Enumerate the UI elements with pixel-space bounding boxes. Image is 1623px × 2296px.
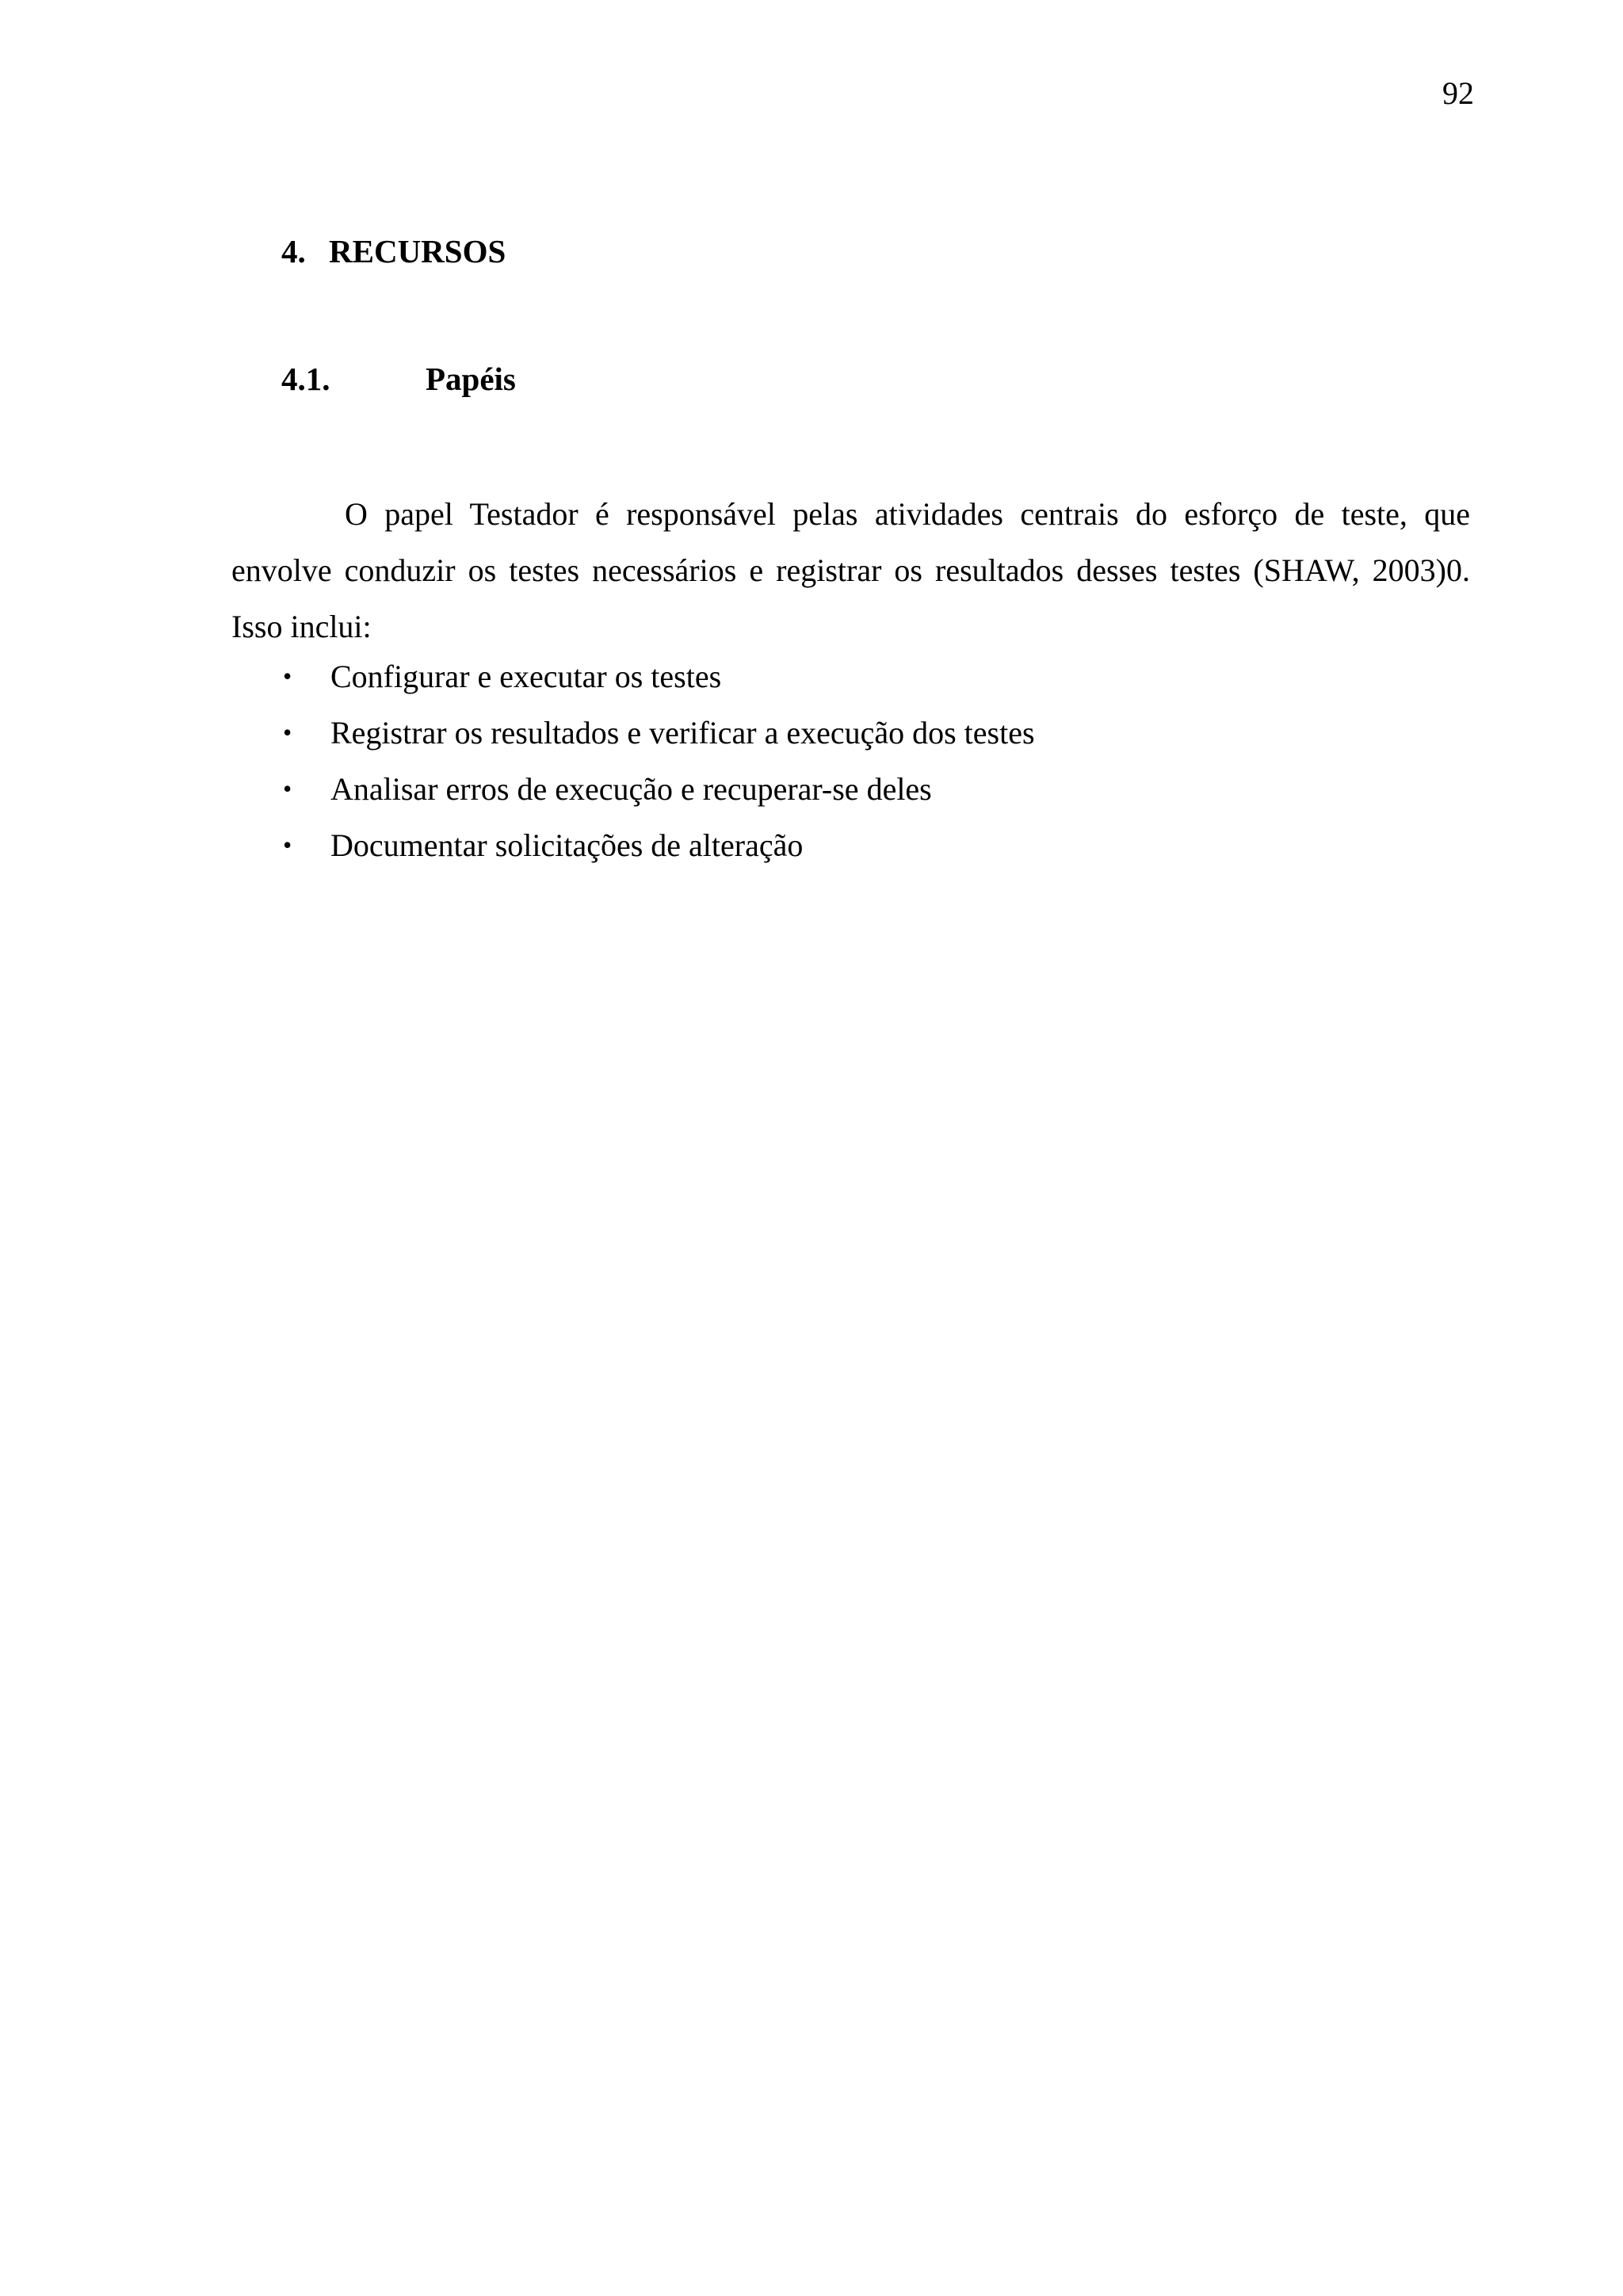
chapter-number: 4. (281, 233, 306, 269)
list-item-text: Registrar os resultados e verificar a execução dos testes (330, 715, 1035, 751)
list-item-text: Configurar e executar os testes (330, 659, 722, 694)
paragraph-text: O papel Testador é responsável pelas atividades centrais do esforço de teste, que envolve conduzir os testes necessários e registrar os resultados desses testes (SHAW, 2003)0. Isso inclui: (231, 496, 1470, 644)
section-number: 4.1. (281, 361, 330, 397)
chapter-heading (281, 235, 506, 268)
bullet-icon: • (283, 718, 292, 747)
page-number: 92 (1442, 75, 1474, 111)
section-title: Papéis (426, 361, 516, 397)
bullet-list (281, 648, 1035, 873)
chapter-title: RECURSOS (329, 233, 506, 269)
bullet-icon: • (283, 662, 292, 690)
section-heading (281, 363, 516, 395)
body-paragraph (231, 486, 1470, 655)
bullet-icon: • (283, 831, 292, 859)
list-item (281, 648, 1035, 705)
list-item (281, 817, 1035, 873)
list-item (281, 705, 1035, 761)
list-item-text: Analisar erros de execução e recuperar-se deles (330, 771, 932, 807)
list-item-text: Documentar solicitações de alteração (330, 827, 804, 863)
bullet-icon: • (283, 774, 292, 803)
list-item (281, 761, 1035, 817)
